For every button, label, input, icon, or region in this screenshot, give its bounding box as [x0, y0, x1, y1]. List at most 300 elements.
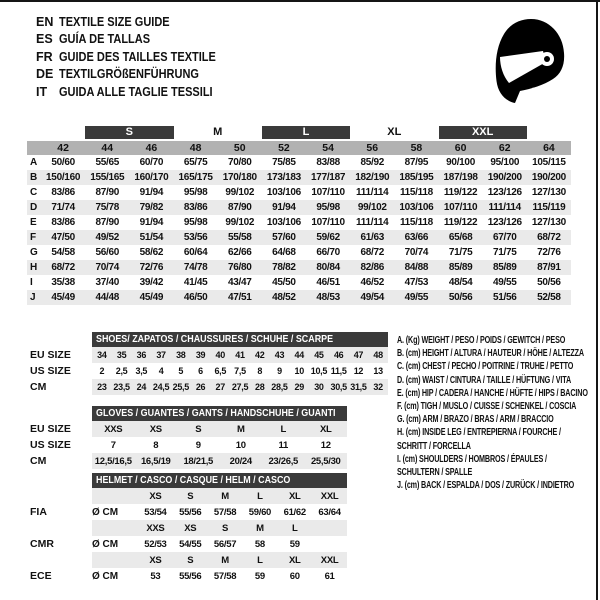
size-cell: 87/90 — [227, 202, 252, 213]
shoes-title: SHOES/ ZAPATOS / CHAUSSURES / SCHUHE / SCARPE — [96, 333, 334, 345]
gloves-title-bar — [92, 406, 347, 421]
guide-title-fr: GUIDE DES TAILLES TEXTILE — [59, 49, 216, 64]
size-cell: 59 — [254, 570, 265, 582]
size-cell: 65/75 — [183, 157, 208, 168]
size-cell: 10 — [294, 366, 304, 376]
size-cell: 87/95 — [404, 157, 429, 168]
size-cell: 190/200 — [487, 172, 522, 183]
size-cell: 87/91 — [537, 262, 561, 273]
size-group-xl: XL — [387, 126, 402, 138]
size-cell: 57/58 — [213, 506, 237, 518]
row-label: EU SIZE — [30, 349, 71, 361]
size-cell: 41 — [235, 350, 245, 360]
size-group-s: S — [85, 126, 173, 139]
size-cell: 48/52 — [272, 292, 296, 303]
size-cell: 47/53 — [404, 277, 429, 288]
size-group-l: L — [262, 126, 350, 139]
size-cell: 115/119 — [532, 202, 566, 213]
size-cell: 85/89 — [492, 262, 517, 273]
row-label: US SIZE — [30, 365, 71, 377]
row-label-c: C — [30, 187, 38, 198]
racing-helmet-icon — [487, 15, 567, 107]
size-column-header: 48 — [189, 142, 202, 154]
size-row — [30, 421, 347, 437]
legend-item: J. (cm) BACK / ESPALDA / DOS / ZURÜCK / INDIETRO — [397, 480, 575, 492]
helmet-rows — [30, 488, 347, 584]
size-cell: 64/68 — [272, 247, 296, 258]
size-cell: 50/56 — [537, 277, 561, 288]
size-cell: 58/62 — [139, 247, 164, 258]
helmet-size-header-row — [30, 552, 347, 568]
size-cell: 170/180 — [222, 172, 257, 183]
size-cell: 182/190 — [355, 172, 390, 183]
size-cell: 83/86 — [51, 217, 75, 228]
row-label: CM — [30, 455, 47, 467]
size-cell: 44 — [294, 350, 304, 360]
size-cell: 79/82 — [139, 202, 164, 213]
size-cell: XXL — [320, 554, 339, 566]
size-cell: 32 — [373, 382, 383, 392]
row-label-d: D — [30, 202, 38, 213]
size-cell: 11,5 — [330, 366, 347, 376]
legend-item: D. (cm) WAIST / CINTURA / TAILLE / HÜFTUNG / VITA — [397, 374, 572, 386]
size-cell: 72/76 — [139, 262, 164, 273]
size-cell: 3,5 — [135, 366, 148, 376]
size-cell: 4 — [158, 366, 164, 376]
size-cell: L — [257, 490, 263, 502]
size-row — [30, 363, 388, 379]
measurement-legend — [397, 334, 597, 492]
size-cell: 6,5 — [214, 366, 227, 376]
size-cell: 76/80 — [227, 262, 252, 273]
size-cell: 39 — [195, 350, 206, 360]
size-cell: 55/56 — [179, 506, 202, 518]
size-cell: 25,5/30 — [310, 455, 341, 467]
language-row-it — [36, 83, 237, 101]
legend-items — [397, 334, 597, 492]
size-cell: 45 — [314, 350, 324, 360]
size-cell: 59/62 — [316, 232, 340, 243]
size-cell: 46/52 — [360, 277, 384, 288]
size-cell: 45/50 — [272, 277, 296, 288]
size-cell: 37/40 — [95, 277, 119, 288]
size-cell: 27 — [215, 382, 225, 392]
size-cell: 187/198 — [443, 172, 478, 183]
size-cell: 44/48 — [95, 292, 119, 303]
size-cell: 95/98 — [316, 202, 340, 213]
size-cell: M — [221, 490, 229, 502]
size-cell: 83/88 — [316, 157, 340, 168]
size-cell: S — [195, 423, 202, 435]
size-cell: XS — [184, 522, 197, 534]
legend-item: I. (cm) SHOULDERS / HOMBROS / ÉPAULES / SCHULTERN / SPALLE — [397, 453, 547, 479]
size-cell: 127/130 — [531, 187, 566, 198]
size-cell: L — [257, 554, 263, 566]
size-cell: 46/50 — [183, 292, 208, 303]
size-cell: 7 — [110, 439, 116, 451]
size-cell: 59/60 — [248, 506, 272, 518]
row-label-cmr: CMR — [30, 538, 54, 550]
size-cell: 78/82 — [272, 262, 296, 273]
helmet-size-header-row — [30, 520, 347, 536]
size-cell: 56/57 — [213, 538, 237, 550]
size-cell: 59 — [289, 538, 300, 550]
legend-item: A. (Kg) WEIGHT / PESO / POIDS / GEWITCH / PESO — [397, 335, 566, 346]
size-cell: 18/21,5 — [183, 455, 214, 467]
size-cell: 103/106 — [266, 187, 301, 198]
size-cell: 107/110 — [311, 217, 345, 228]
size-cell: 99/102 — [225, 187, 255, 198]
size-cell: 75/85 — [272, 157, 296, 168]
size-cell: 12 — [353, 366, 364, 376]
size-cell: 53/54 — [144, 506, 167, 518]
helmet-title: HELMET / CASCO / CASQUE / HELM / CASCO — [96, 474, 291, 486]
legend-item: F. (cm) TIGH / MUSLO / CUISSE / SCHENKEL / COSCIA — [397, 401, 577, 413]
guide-title-en: TEXTILE SIZE GUIDE — [59, 14, 170, 29]
size-cell: 48/54 — [448, 277, 473, 288]
size-cell: 91/94 — [139, 187, 164, 198]
size-cell: 68/72 — [51, 262, 75, 273]
size-cell: 62/66 — [227, 247, 252, 258]
size-cell: 111/114 — [356, 217, 389, 228]
language-row-es — [36, 31, 237, 49]
size-cell: 29 — [294, 382, 304, 392]
size-cell: 57/58 — [213, 570, 237, 582]
size-cell: 49/54 — [360, 292, 384, 303]
size-cell: 16,5/19 — [140, 455, 171, 467]
row-label-h: H — [30, 262, 38, 273]
size-cell: 6 — [198, 366, 203, 376]
size-cell: 107/110 — [443, 202, 478, 213]
size-cell: 123/126 — [487, 187, 522, 198]
diameter-unit-label: Ø CM — [92, 570, 119, 582]
size-column-header: 60 — [454, 142, 467, 154]
size-cell: 83/86 — [51, 187, 75, 198]
size-cell: 111/114 — [488, 202, 521, 213]
size-cell: 177/187 — [311, 172, 346, 183]
row-label-ece: ECE — [30, 570, 52, 582]
size-cell: 24 — [136, 382, 147, 392]
size-cell: 190/200 — [531, 172, 566, 183]
size-cell: 87/90 — [95, 187, 119, 198]
size-cell: 91/94 — [272, 202, 296, 213]
size-cell: 65/68 — [448, 232, 473, 243]
size-cell: L — [280, 423, 286, 435]
size-cell: 23 — [97, 382, 107, 392]
size-cell: 80/84 — [316, 262, 340, 273]
size-cell: 55/56 — [179, 570, 202, 582]
size-cell: 63/66 — [404, 232, 429, 243]
size-cell: 7,5 — [234, 366, 246, 376]
size-cell: 8 — [153, 439, 159, 451]
size-cell: 54/58 — [51, 247, 75, 258]
language-code: FR — [36, 49, 53, 64]
size-cell: 49/52 — [95, 232, 119, 243]
size-cell: 123/126 — [487, 217, 522, 228]
size-cell: 70/80 — [227, 157, 252, 168]
size-cell: 70/74 — [404, 247, 429, 258]
size-cell: 71/75 — [448, 247, 473, 258]
size-cell: 28 — [255, 382, 265, 392]
diameter-unit-label: Ø CM — [92, 506, 119, 518]
size-cell: 68/72 — [360, 247, 384, 258]
size-cell: XXS — [104, 423, 123, 435]
size-column-header: 52 — [278, 142, 290, 154]
legend-item: E. (cm) HIP / CADERA / HANCHE / HÜFTE / HIPS / BACINO — [397, 387, 588, 399]
size-cell: 43/47 — [227, 277, 252, 288]
size-cell: 111/114 — [356, 187, 389, 198]
size-cell: 13 — [373, 366, 383, 376]
row-label-j: J — [30, 292, 36, 303]
size-cell: 57/60 — [272, 232, 296, 243]
language-code: ES — [36, 32, 53, 47]
size-cell: 107/110 — [311, 187, 345, 198]
size-cell: 58 — [254, 538, 265, 550]
size-cell: 20/24 — [229, 455, 252, 467]
helmet-value-row — [30, 536, 347, 552]
row-label: US SIZE — [30, 439, 71, 451]
helmet-size-table — [30, 473, 347, 584]
language-code: EN — [36, 14, 54, 29]
size-cell: 67/70 — [492, 232, 517, 243]
size-cell: 12 — [320, 439, 331, 451]
size-cell: 127/130 — [531, 217, 566, 228]
size-column-header: 62 — [498, 142, 511, 154]
size-cell: 9 — [195, 439, 201, 451]
size-cell: 119/122 — [443, 187, 478, 198]
size-cell: 38 — [176, 350, 186, 360]
size-column-header: 56 — [366, 142, 379, 154]
size-cell: 105/115 — [532, 157, 566, 168]
size-cell: 48 — [373, 350, 383, 360]
size-cell: XXS — [146, 522, 165, 534]
size-cell: 61/62 — [283, 506, 306, 518]
size-cell: 85/89 — [448, 262, 473, 273]
size-cell: 99/102 — [225, 217, 255, 228]
size-cell: 50/60 — [51, 157, 75, 168]
size-cell: 42 — [255, 350, 265, 360]
language-row-de — [36, 66, 237, 84]
row-label-a: A — [30, 157, 38, 168]
gloves-table — [30, 406, 347, 469]
size-cell: 23,5 — [113, 382, 130, 392]
size-cell: 30,5 — [330, 382, 347, 392]
size-cell: 72/76 — [537, 247, 561, 258]
size-cell: 103/106 — [399, 202, 434, 213]
gloves-title: GLOVES / GUANTES / GANTS / HANDSCHUHE / GUANTI — [96, 407, 336, 419]
size-cell: 31,5 — [350, 382, 367, 392]
size-cell: 115/118 — [399, 217, 433, 228]
size-cell: 27,5 — [231, 382, 249, 392]
size-cell: XL — [319, 423, 332, 435]
size-cell: 68/72 — [537, 232, 561, 243]
size-cell: 63/64 — [318, 506, 341, 518]
size-cell: 87/90 — [95, 217, 119, 228]
size-cell: 61 — [324, 570, 335, 582]
size-cell: 2,5 — [115, 366, 128, 376]
size-cell: 8 — [257, 366, 263, 376]
guide-title-es: GUÍA DE TALLAS — [59, 32, 151, 47]
language-code: DE — [36, 67, 54, 82]
size-cell: 60/64 — [183, 247, 208, 258]
size-cell: 36 — [136, 350, 147, 360]
size-cell: 12,5/16,5 — [94, 455, 132, 467]
size-cell: 46 — [333, 350, 344, 360]
size-cell: 61/63 — [360, 232, 384, 243]
size-column-header: 54 — [322, 142, 334, 154]
size-group-xxl: XXL — [439, 126, 527, 139]
size-cell: 119/122 — [443, 217, 478, 228]
size-cell: 49/55 — [492, 277, 517, 288]
size-row — [30, 453, 347, 469]
size-cell: 71/75 — [492, 247, 517, 258]
size-cell: 84/88 — [404, 262, 429, 273]
legend-item: G. (cm) ARM / BRAZO / BRAS / ARM / BRACCIO — [397, 414, 554, 426]
size-cell: 99/102 — [357, 202, 387, 213]
size-cell: XS — [149, 490, 162, 502]
size-row — [30, 347, 388, 363]
size-cell: 55/58 — [227, 232, 252, 243]
size-cell: XL — [288, 490, 301, 502]
size-cell: 2 — [99, 366, 105, 376]
size-cell: 45/49 — [51, 292, 75, 303]
guide-title-it: GUIDA ALLE TAGLIE TESSILI — [59, 84, 213, 99]
helmet-value-row — [30, 504, 347, 520]
helmet-size-header-row — [30, 488, 347, 504]
size-cell: 34 — [97, 350, 107, 360]
size-cell: 56/60 — [95, 247, 119, 258]
size-cell: XS — [149, 423, 162, 435]
size-cell: 74/78 — [183, 262, 208, 273]
size-cell: 5 — [178, 366, 184, 376]
size-column-header: 44 — [101, 142, 114, 154]
row-label-f: F — [30, 232, 37, 243]
size-cell: 103/106 — [266, 217, 301, 228]
size-column-header: 64 — [543, 142, 555, 154]
size-cell: 10,5 — [310, 366, 328, 376]
size-cell: XS — [149, 554, 162, 566]
size-row — [30, 437, 347, 453]
size-cell: 160/170 — [134, 172, 169, 183]
language-row-fr — [36, 48, 237, 66]
size-cell: 83/86 — [183, 202, 208, 213]
size-cell: 35 — [116, 350, 127, 360]
size-cell: 75/78 — [95, 202, 119, 213]
size-cell: 53/56 — [183, 232, 208, 243]
size-cell: 54/55 — [179, 538, 202, 550]
size-column-header: 50 — [233, 142, 246, 154]
size-cell: 47/50 — [51, 232, 75, 243]
size-cell: 47/51 — [227, 292, 252, 303]
size-cell: M — [236, 423, 245, 435]
diameter-unit-label: Ø CM — [92, 538, 119, 550]
size-cell: 185/195 — [399, 172, 434, 183]
legend-item: B. (cm) HEIGHT / ALTURA / HAUTEUR / HÖHE / ALTEZZA — [397, 348, 584, 360]
main-size-table — [27, 126, 571, 305]
size-column-header: 46 — [145, 142, 158, 154]
size-cell: 37 — [156, 350, 166, 360]
language-title-list — [36, 13, 237, 101]
size-cell: 66/70 — [316, 247, 340, 258]
language-row-en — [36, 13, 237, 31]
size-column-header: 42 — [57, 142, 69, 154]
size-cell: 28,5 — [271, 382, 288, 392]
size-cell: M — [256, 522, 264, 534]
size-cell: 24,5 — [152, 382, 170, 392]
size-row — [30, 379, 388, 395]
row-label-b: B — [30, 172, 38, 183]
row-label: EU SIZE — [30, 423, 71, 435]
top-border-line — [0, 0, 600, 2]
size-cell: L — [291, 522, 298, 534]
size-column-header: 58 — [410, 142, 423, 154]
size-cell: 53 — [150, 570, 161, 582]
size-cell: 173/183 — [266, 172, 301, 183]
size-cell: 115/118 — [399, 187, 433, 198]
size-cell: 82/86 — [360, 262, 384, 273]
size-cell: 35/38 — [51, 277, 75, 288]
size-cell: S — [222, 522, 229, 534]
size-cell: 46/51 — [316, 277, 340, 288]
size-cell: 52/53 — [144, 538, 167, 550]
size-group-m: M — [213, 126, 223, 138]
size-cell: 90/100 — [446, 157, 475, 168]
size-cell: 95/98 — [183, 187, 208, 198]
gloves-rows — [30, 421, 347, 469]
size-cell: 55/65 — [95, 157, 119, 168]
size-cell: 41/45 — [183, 277, 208, 288]
size-cell: 23/26,5 — [268, 455, 299, 467]
size-cell: M — [221, 554, 229, 566]
size-cell: 40 — [215, 350, 225, 360]
size-cell: 51/54 — [139, 232, 164, 243]
shoes-table — [30, 332, 388, 395]
row-label-e: E — [30, 217, 37, 228]
size-cell: XXL — [320, 490, 339, 502]
row-label-i: I — [30, 277, 33, 288]
size-cell: 60 — [289, 570, 300, 582]
size-cell: 51/56 — [492, 292, 517, 303]
size-cell: 50/56 — [448, 292, 473, 303]
helmet-title-bar — [92, 473, 347, 488]
row-label-g: G — [30, 247, 38, 258]
size-cell: 30 — [314, 382, 324, 392]
size-cell: 95/100 — [490, 157, 520, 168]
size-cell: 48/53 — [316, 292, 340, 303]
size-cell: 9 — [277, 366, 282, 376]
size-cell: 91/94 — [139, 217, 164, 228]
size-cell: 26 — [195, 382, 206, 392]
size-cell: 85/92 — [360, 157, 384, 168]
helmet-value-row — [30, 568, 347, 584]
size-cell: 45/49 — [139, 292, 164, 303]
size-cell: 95/98 — [183, 217, 208, 228]
size-cell: 43 — [274, 350, 285, 360]
shoes-title-bar — [92, 332, 388, 347]
size-cell: S — [187, 554, 194, 566]
size-cell: 39/42 — [139, 277, 164, 288]
size-cell: 49/55 — [404, 292, 429, 303]
size-cell: 71/74 — [51, 202, 75, 213]
size-cell: 155/165 — [90, 172, 125, 183]
size-cell: 52/58 — [537, 292, 561, 303]
size-cell: 10 — [235, 439, 246, 451]
right-border-line — [596, 0, 598, 600]
size-cell: 70/74 — [95, 262, 119, 273]
size-cell: 11 — [278, 439, 288, 451]
shoes-rows — [30, 347, 388, 395]
size-cell: 25,5 — [172, 382, 189, 392]
